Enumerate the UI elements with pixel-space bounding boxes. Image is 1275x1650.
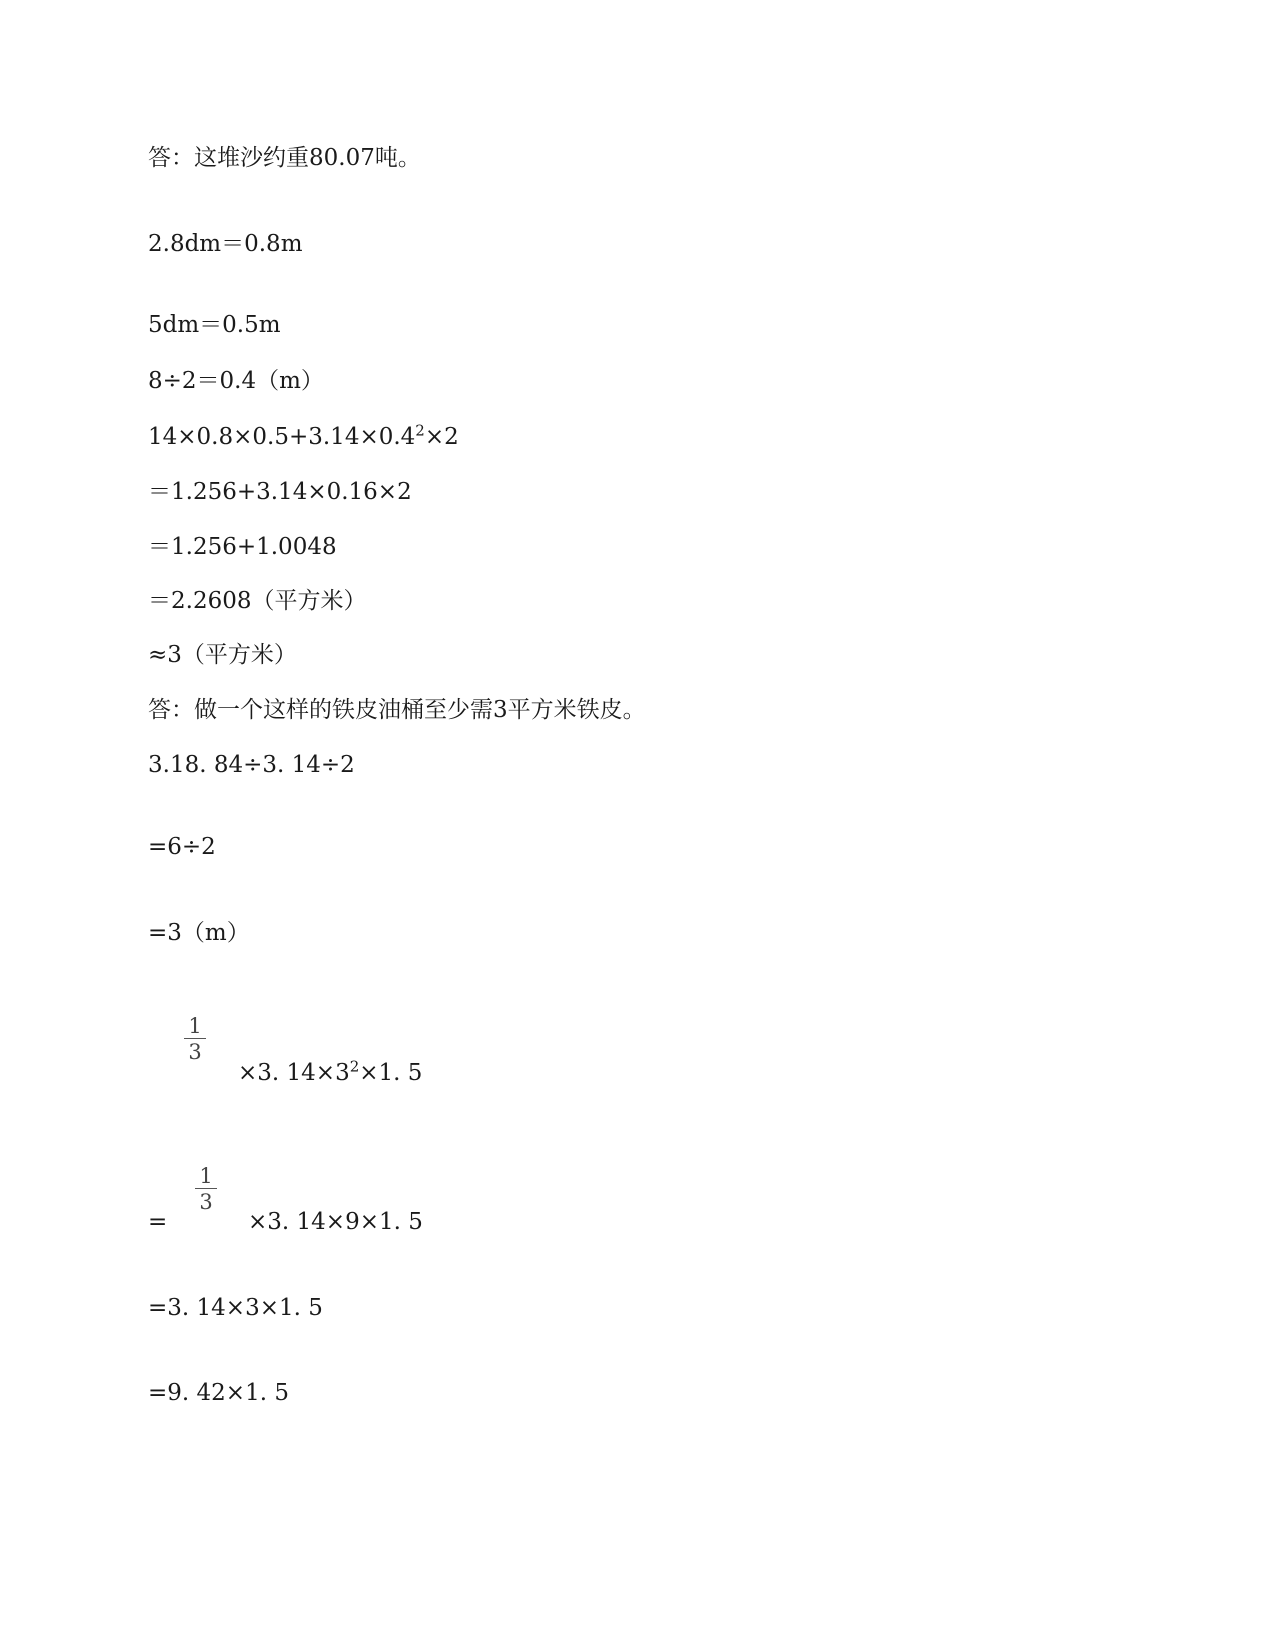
area-step-3: ＝2.2608（平方米）: [148, 588, 367, 614]
area-formula-base: 14×0.8×0.5+3.14×0.4: [148, 424, 416, 450]
radius-step-1: =6÷2: [148, 834, 216, 860]
conversion-line-1: 2.8dm＝0.8m: [148, 231, 303, 257]
volume-formula-pre: ×3. 14×3: [238, 1060, 350, 1086]
fraction-one-third-2: [195, 1165, 217, 1213]
volume-step-2: =3. 14×3×1. 5: [148, 1295, 323, 1321]
fraction-bar: [195, 1188, 217, 1189]
volume-formula-tail: ×1. 5: [359, 1060, 423, 1086]
fraction-bar: [184, 1038, 206, 1039]
fraction-numerator: 1: [199, 1164, 213, 1188]
volume-step-1-equals: =: [148, 1209, 168, 1235]
area-step-1: ＝1.256+3.14×0.16×2: [148, 479, 412, 505]
area-formula-exponent: 2: [415, 421, 425, 440]
area-formula-tail: ×2: [424, 424, 459, 450]
fraction-one-third-1: [184, 1015, 206, 1063]
fraction-numerator: 1: [188, 1014, 202, 1038]
fraction-denominator: 3: [188, 1040, 202, 1064]
volume-formula-line: [238, 1058, 422, 1088]
volume-formula-exponent: 2: [349, 1057, 360, 1076]
fraction-denominator: 3: [199, 1190, 213, 1214]
area-formula-line: [148, 422, 459, 452]
area-step-2: ＝1.256+1.0048: [148, 534, 337, 560]
volume-step-3: =9. 42×1. 5: [148, 1380, 289, 1406]
conversion-line-2: 5dm＝0.5m: [148, 312, 281, 338]
radius-calc-line: 8÷2＝0.4（m）: [148, 368, 324, 394]
area-approx: ≈3（平方米）: [148, 642, 297, 668]
volume-step-1: ×3. 14×9×1. 5: [248, 1209, 423, 1235]
answer-sand-weight: 答：这堆沙约重80.07吨。: [148, 145, 421, 171]
answer-iron-sheet: 答：做一个这样的铁皮油桶至少需3平方米铁皮。: [148, 697, 646, 723]
radius-result: =3（m）: [148, 920, 250, 946]
problem-3-radius-line: 3.18. 84÷3. 14÷2: [148, 752, 355, 778]
